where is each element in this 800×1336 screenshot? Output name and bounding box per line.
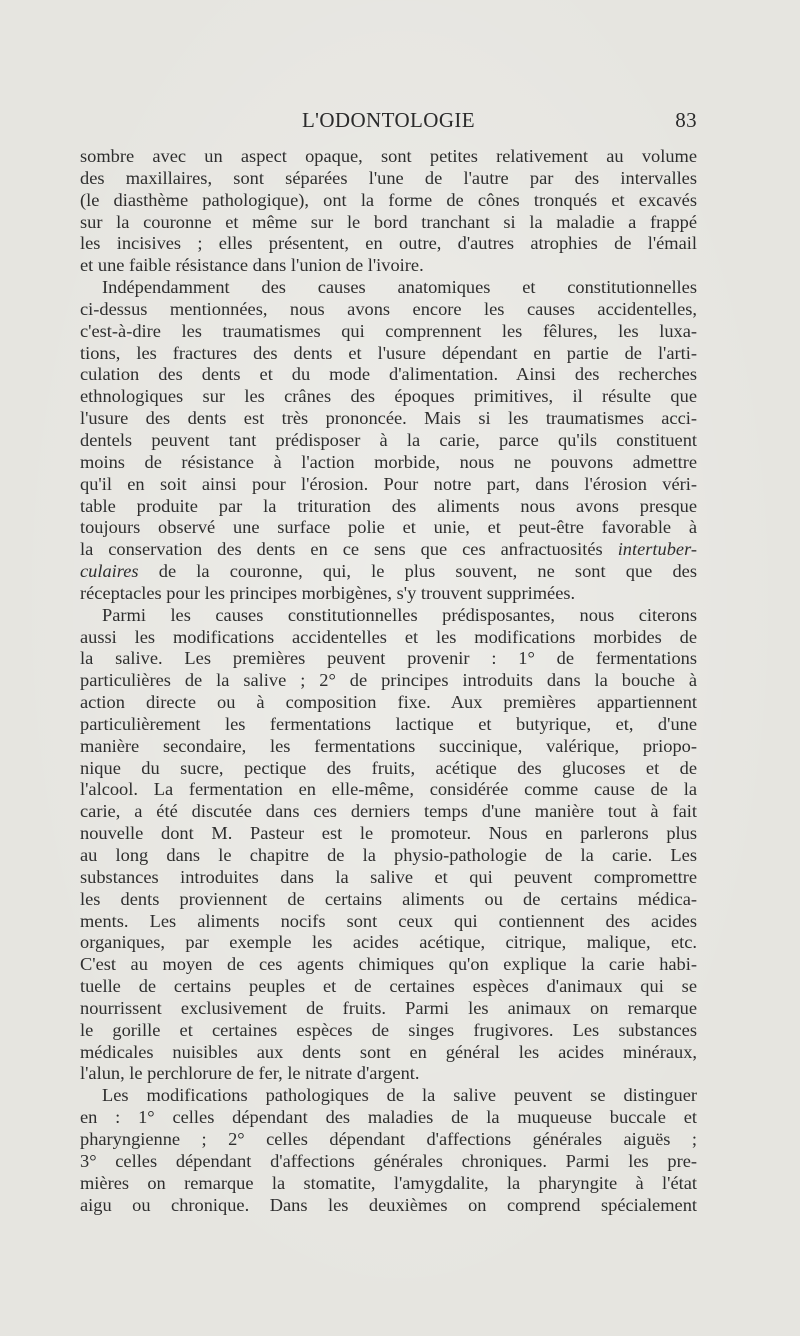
line-text: organiques, par exemple les acides acétique, citrique, malique, etc.: [80, 932, 697, 953]
line-text: de la couronne, qui, le plus souvent, ne sont que des: [138, 561, 697, 582]
line-text: nouvelle dont M. Pasteur est le promoteur. Nous en parlerons plus: [80, 823, 697, 844]
line-text: Indépendamment des causes anatomiques et constitutionnelles: [102, 277, 697, 298]
text-line: [80, 736, 697, 758]
text-line: [80, 911, 697, 933]
text-line: [80, 976, 697, 998]
text-line: [80, 496, 697, 518]
line-text: particulières de la salive ; 2° de principes introduits dans la bouche à: [80, 670, 697, 691]
line-text: Les modifications pathologiques de la salive peuvent se distinguer: [102, 1085, 697, 1106]
line-text: manière secondaire, les fermentations succinique, valérique, priopo-: [80, 735, 697, 756]
line-text: qu'il en soit ainsi pour l'érosion. Pour notre part, dans l'érosion véri-: [80, 473, 697, 494]
line-text: c'est-à-dire les traumatismes qui comprennent les fêlures, les luxa-: [80, 320, 697, 341]
text-line: [80, 1020, 697, 1042]
text-line: [80, 561, 697, 583]
line-text: table produite par la trituration des aliments nous avons presque: [80, 495, 697, 516]
italic-text: culaires: [80, 561, 139, 582]
body-text: [80, 146, 697, 1216]
text-line: [80, 1151, 697, 1173]
line-text: ci-dessus mentionnées, nous avons encore les causes accidentelles,: [80, 298, 697, 319]
text-line: [80, 452, 697, 474]
text-line: [80, 867, 697, 889]
text-line: [80, 889, 697, 911]
text-line: [80, 845, 697, 867]
line-text: carie, a été discutée dans ces derniers temps d'une manière tout à fait: [80, 801, 697, 822]
text-line: [80, 627, 697, 649]
text-line: [80, 212, 697, 234]
line-text: substances introduites dans la salive et qui peuvent compromettre: [80, 866, 697, 887]
text-line: [80, 146, 697, 168]
page-number: 83: [675, 108, 697, 132]
text-line: [80, 1129, 697, 1151]
line-text: sombre avec un aspect opaque, sont petites relativement au volume: [80, 146, 697, 166]
line-text: la salive. Les premières peuvent provenir : 1° de fermentations: [80, 648, 697, 669]
text-line: [80, 583, 697, 605]
line-text: l'alun, le perchlorure de fer, le nitrate d'argent.: [80, 1063, 420, 1084]
text-line: [80, 648, 697, 670]
text-line: [80, 605, 697, 627]
line-text: Parmi les causes constitutionnelles prédisposantes, nous citerons: [102, 604, 697, 625]
text-line: [80, 255, 697, 277]
text-line: [80, 190, 697, 212]
running-head: [80, 108, 697, 138]
text-line: [80, 801, 697, 823]
line-text: action directe ou à composition fixe. Aux premières appartiennent: [80, 692, 697, 713]
line-text: nique du sucre, pectique des fruits, acétique des glucoses et de: [80, 757, 697, 778]
text-line: [80, 343, 697, 365]
text-line: [80, 954, 697, 976]
line-text: en : 1° celles dépendant des maladies de la muqueuse buccale et: [80, 1107, 697, 1128]
line-text: la conservation des dents en ce sens que ces anfractuosités: [80, 539, 603, 560]
line-text: dentels peuvent tant prédisposer à la carie, parce qu'ils constituent: [80, 429, 697, 450]
text-line: [80, 1173, 697, 1195]
text-line: [80, 823, 697, 845]
line-text: et une faible résistance dans l'union de l'ivoire.: [80, 255, 424, 276]
running-title: L'ODONTOLOGIE: [301, 108, 476, 132]
line-text: des maxillaires, sont séparées l'une de l'autre par des intervalles: [80, 167, 697, 188]
line-text: médicales nuisibles aux dents sont en général les acides minéraux,: [80, 1041, 697, 1062]
line-text: l'alcool. La fermentation en elle-même, considérée comme cause de la: [80, 779, 697, 800]
line-text: tuelle de certains peuples et de certaines espèces d'animaux qui se: [80, 976, 697, 997]
line-text: sur la couronne et même sur le bord tranchant si la maladie a frappé: [80, 211, 697, 232]
text-line: [80, 779, 697, 801]
line-text: les dents proviennent de certains aliments ou de certains médica-: [80, 888, 697, 909]
text-line: [80, 692, 697, 714]
line-text: aussi les modifications accidentelles et les modifications morbides de: [80, 626, 697, 647]
line-text: 3° celles dépendant d'affections générales chroniques. Parmi les pre-: [80, 1150, 697, 1171]
text-line: [80, 998, 697, 1020]
text-line: [80, 932, 697, 954]
line-text: mières on remarque la stomatite, l'amygdalite, la pharyngite à l'état: [80, 1172, 697, 1193]
text-line: [80, 517, 697, 539]
line-text: culation des dents et du mode d'alimentation. Ainsi des recherches: [80, 364, 697, 385]
text-line: [80, 168, 697, 190]
line-text: le gorille et certaines espèces de singes frugivores. Les substances: [80, 1019, 697, 1040]
text-line: [80, 1195, 697, 1217]
text-line: [80, 386, 697, 408]
line-text: (le diasthème pathologique), ont la forme de cônes tronqués et excavés: [80, 189, 697, 210]
line-text: C'est au moyen de ces agents chimiques qu'on explique la carie habi-: [80, 954, 697, 975]
text-line: [80, 474, 697, 496]
line-text: ethnologiques sur les crânes des époques primitives, il résulte que: [80, 386, 697, 407]
text-line: [80, 277, 697, 299]
line-text: toujours observé une surface polie et unie, et peut-être favorable à: [80, 517, 697, 538]
italic-text: intertuber-: [617, 539, 697, 560]
line-text: aigu ou chronique. Dans les deuxièmes on comprend spécialement: [80, 1194, 697, 1215]
text-line: [80, 1085, 697, 1107]
line-text: au long dans le chapitre de la physio-pathologie de la carie. Les: [80, 845, 697, 865]
text-line: [80, 1107, 697, 1129]
line-text: tions, les fractures des dents et l'usure dépendant en partie de l'arti-: [80, 342, 697, 363]
line-text: les incisives ; elles présentent, en outre, d'autres atrophies de l'émail: [80, 233, 697, 254]
line-text: pharyngienne ; 2° celles dépendant d'affections générales aiguës ;: [80, 1128, 697, 1149]
text-line: [80, 408, 697, 430]
text-line: [80, 364, 697, 386]
text-line: [80, 758, 697, 780]
text-line: [80, 321, 697, 343]
text-line: [80, 430, 697, 452]
line-text: particulièrement les fermentations lactique et butyrique, et, d'une: [80, 713, 697, 734]
line-text: ments. Les aliments nocifs sont ceux qui contiennent des acides: [80, 910, 697, 931]
text-line: [80, 539, 697, 561]
line-text: nourrissent exclusivement de fruits. Parmi les animaux on remarque: [80, 997, 697, 1018]
text-line: [80, 299, 697, 321]
line-text: l'usure des dents est très prononcée. Mais si les traumatismes acci-: [80, 408, 697, 429]
text-line: [80, 1063, 697, 1085]
text-line: [80, 233, 697, 255]
line-text: moins de résistance à l'action morbide, nous ne pouvons admettre: [80, 451, 697, 472]
text-line: [80, 1042, 697, 1064]
line-text: réceptacles pour les principes morbigènes, s'y trouvent supprimées.: [80, 582, 576, 603]
text-line: [80, 670, 697, 692]
text-line: [80, 714, 697, 736]
